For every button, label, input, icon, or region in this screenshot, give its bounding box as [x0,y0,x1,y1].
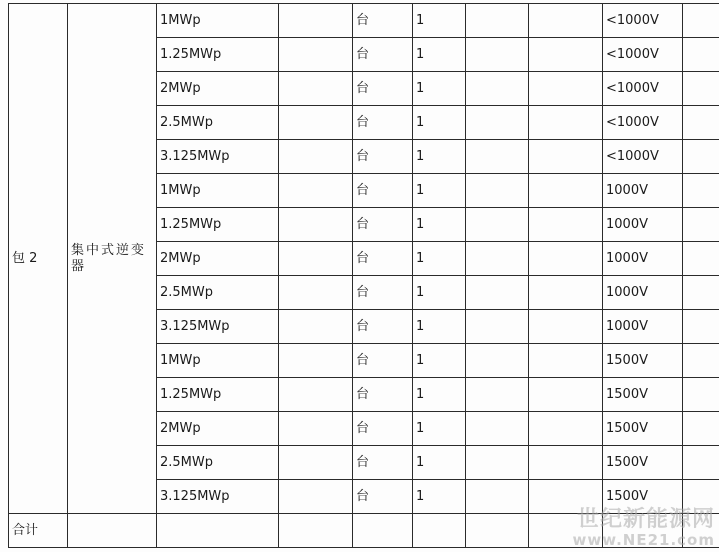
capacity-cell: 3.125MWp [157,140,279,174]
quantity-cell: 1 [413,140,466,174]
unit-cell: 台 [353,310,413,344]
voltage-cell: 1000V [603,208,683,242]
empty-cell [529,4,603,38]
quantity-cell: 1 [413,344,466,378]
voltage-cell: <1000V [603,72,683,106]
capacity-cell: 2MWp [157,242,279,276]
empty-cell [683,38,719,72]
empty-cell [683,276,719,310]
empty-cell [466,106,529,140]
voltage-cell: 1000V [603,174,683,208]
empty-cell [603,514,683,548]
empty-cell [466,242,529,276]
empty-cell [279,446,353,480]
empty-cell [279,276,353,310]
empty-cell [529,140,603,174]
total-row [9,514,719,548]
empty-cell [279,140,353,174]
empty-cell [279,378,353,412]
equipment-name-cell: 集中式逆变器 [68,4,157,514]
empty-cell [466,72,529,106]
empty-cell [279,480,353,514]
unit-cell: 台 [353,480,413,514]
capacity-cell: 1.25MWp [157,208,279,242]
empty-cell [529,72,603,106]
empty-cell [279,310,353,344]
quantity-cell: 1 [413,480,466,514]
empty-cell [529,446,603,480]
quantity-cell: 1 [413,310,466,344]
voltage-cell: 1500V [603,412,683,446]
capacity-cell: 1.25MWp [157,38,279,72]
empty-cell [279,174,353,208]
empty-cell [529,174,603,208]
unit-cell: 台 [353,378,413,412]
capacity-cell: 2.5MWp [157,106,279,140]
unit-cell: 台 [353,140,413,174]
empty-cell [466,412,529,446]
empty-cell [466,140,529,174]
voltage-cell: <1000V [603,140,683,174]
quantity-cell: 1 [413,446,466,480]
unit-cell: 台 [353,38,413,72]
voltage-cell: 1500V [603,344,683,378]
capacity-cell: 3.125MWp [157,310,279,344]
empty-cell [413,514,466,548]
empty-cell [683,106,719,140]
voltage-cell: 1500V [603,480,683,514]
voltage-cell: <1000V [603,106,683,140]
empty-cell [683,310,719,344]
empty-cell [157,514,279,548]
voltage-cell: 1000V [603,242,683,276]
empty-cell [279,72,353,106]
watermark-name: 世纪新能源网 [576,507,715,532]
empty-cell [466,344,529,378]
quantity-cell: 1 [413,242,466,276]
voltage-cell: 1000V [603,276,683,310]
empty-cell [683,242,719,276]
unit-cell: 台 [353,344,413,378]
empty-cell [683,140,719,174]
watermark-url: www.NE21.com [572,531,715,549]
quantity-cell: 1 [413,38,466,72]
unit-cell: 台 [353,242,413,276]
unit-cell: 台 [353,106,413,140]
voltage-cell: <1000V [603,4,683,38]
empty-cell [683,412,719,446]
empty-cell [529,38,603,72]
empty-cell [466,514,529,548]
empty-cell [279,514,353,548]
quantity-cell: 1 [413,106,466,140]
empty-cell [279,106,353,140]
empty-cell [529,310,603,344]
empty-cell [466,276,529,310]
empty-cell [683,446,719,480]
empty-cell [683,480,719,514]
empty-cell [529,412,603,446]
unit-cell: 台 [353,446,413,480]
capacity-cell: 2MWp [157,72,279,106]
empty-cell [466,174,529,208]
empty-cell [529,378,603,412]
empty-cell [279,412,353,446]
unit-cell: 台 [353,72,413,106]
empty-cell [683,378,719,412]
empty-cell [466,208,529,242]
empty-cell [683,72,719,106]
empty-cell [279,38,353,72]
package-cell: 包 2 [9,4,68,514]
capacity-cell: 1MWp [157,174,279,208]
total-label-cell: 合计 [9,514,68,548]
empty-cell [683,4,719,38]
empty-cell [529,480,603,514]
empty-cell [279,242,353,276]
voltage-cell: 1500V [603,446,683,480]
voltage-cell: 1000V [603,310,683,344]
voltage-cell: <1000V [603,38,683,72]
quantity-cell: 1 [413,4,466,38]
capacity-cell: 3.125MWp [157,480,279,514]
quantity-cell: 1 [413,174,466,208]
empty-cell [529,514,603,548]
unit-cell: 台 [353,276,413,310]
empty-cell [279,4,353,38]
empty-cell [68,514,157,548]
empty-cell [279,208,353,242]
empty-cell [529,106,603,140]
empty-cell [529,242,603,276]
quantity-cell: 1 [413,72,466,106]
unit-cell: 台 [353,208,413,242]
empty-cell [529,344,603,378]
equipment-spec-table [8,3,719,548]
empty-cell [683,208,719,242]
empty-cell [466,4,529,38]
capacity-cell: 2.5MWp [157,446,279,480]
capacity-cell: 2MWp [157,412,279,446]
empty-cell [529,208,603,242]
capacity-cell: 1.25MWp [157,378,279,412]
empty-cell [466,310,529,344]
unit-cell: 台 [353,412,413,446]
table-row [9,4,719,38]
empty-cell [683,344,719,378]
unit-cell: 台 [353,4,413,38]
quantity-cell: 1 [413,412,466,446]
capacity-cell: 1MWp [157,344,279,378]
quantity-cell: 1 [413,378,466,412]
capacity-cell: 2.5MWp [157,276,279,310]
table-body [9,4,719,548]
empty-cell [279,344,353,378]
empty-cell [466,480,529,514]
quantity-cell: 1 [413,276,466,310]
empty-cell [529,276,603,310]
unit-cell: 台 [353,174,413,208]
empty-cell [683,174,719,208]
capacity-cell: 1MWp [157,4,279,38]
voltage-cell: 1500V [603,378,683,412]
empty-cell [683,514,719,548]
empty-cell [466,378,529,412]
empty-cell [466,446,529,480]
quantity-cell: 1 [413,208,466,242]
empty-cell [353,514,413,548]
empty-cell [466,38,529,72]
